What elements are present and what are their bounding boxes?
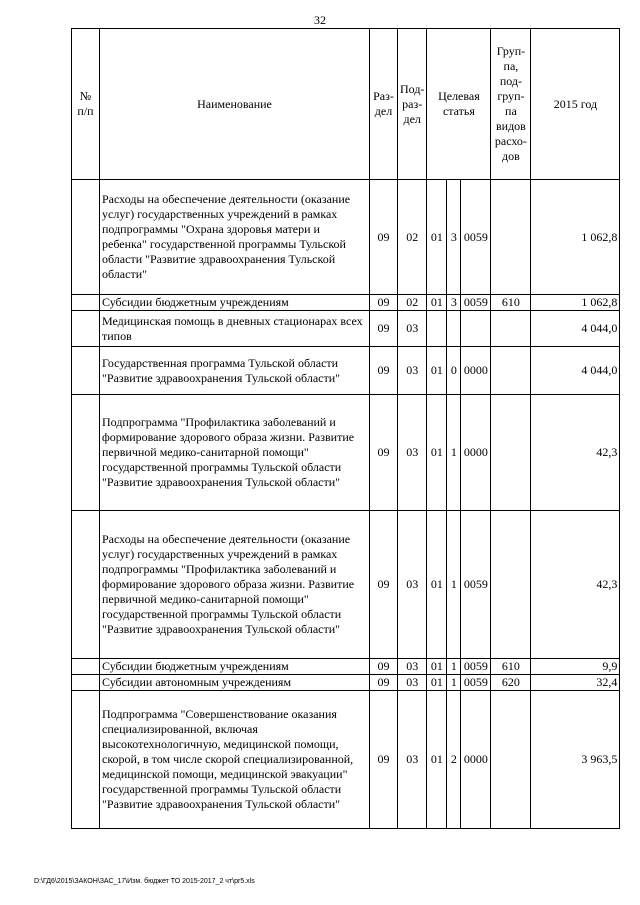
cell-podrazdel: 02 <box>398 295 427 311</box>
cell-cs3: 0000 <box>461 347 491 395</box>
cell-cs2: 1 <box>447 659 461 675</box>
cell-group: 610 <box>491 659 531 675</box>
cell-cs1: 01 <box>427 180 447 295</box>
cell-cs2: 1 <box>447 395 461 511</box>
cell-amount: 9,9 <box>531 659 620 675</box>
cell-cs2: 3 <box>447 295 461 311</box>
table-header-row <box>72 29 620 180</box>
page-number: 32 <box>314 13 326 27</box>
table-row <box>72 180 620 295</box>
cell-amount: 1 062,8 <box>531 295 620 311</box>
cell-num <box>72 395 100 511</box>
cell-amount: 42,3 <box>531 511 620 659</box>
cell-cs3: 0059 <box>461 180 491 295</box>
cell-razdel: 09 <box>370 511 398 659</box>
cell-cs1 <box>427 311 447 347</box>
cell-cs3: 0059 <box>461 295 491 311</box>
cell-cs3: 0059 <box>461 659 491 675</box>
cell-num <box>72 511 100 659</box>
cell-amount: 1 062,8 <box>531 180 620 295</box>
cell-amount: 4 044,0 <box>531 347 620 395</box>
cell-group <box>491 180 531 295</box>
cell-cs1: 01 <box>427 395 447 511</box>
cell-cs1: 01 <box>427 675 447 691</box>
cell-name: Расходы на обеспечение деятельности (оказание услуг) государственных учреждений в рамках подпрограммы "Профилактика заболеваний и формирование здорового образа жизни. Развитие первичной медико-санитарной помощи" государственной программы Тульской области "Развитие здравоохранения Тульской области" <box>100 511 370 659</box>
cell-cs1: 01 <box>427 659 447 675</box>
cell-cs1: 01 <box>427 295 447 311</box>
cell-name: Расходы на обеспечение деятельности (оказание услуг) государственных учреждений в рамках подпрограммы "Охрана здоровья матери и ребенка" государственной программы Тульской области "Развитие здравоохранения Тульской области" <box>100 180 370 295</box>
cell-name: Подпрограмма "Профилактика заболеваний и формирование здорового образа жизни. Развитие первичной медико-санитарной помощи" государственной программы Тульской области "Развитие здравоохранения Тульской области" <box>100 395 370 511</box>
cell-cs1: 01 <box>427 691 447 829</box>
cell-cs2: 1 <box>447 675 461 691</box>
table-row <box>72 691 620 829</box>
cell-razdel: 09 <box>370 180 398 295</box>
cell-podrazdel: 03 <box>398 347 427 395</box>
cell-amount: 4 044,0 <box>531 311 620 347</box>
cell-name: Медицинская помощь в дневных стационарах всех типов <box>100 311 370 347</box>
cell-name: Субсидии автономным учреждениям <box>100 675 370 691</box>
header-num: № п/п <box>72 29 100 180</box>
table-row <box>72 295 620 311</box>
cell-group <box>491 347 531 395</box>
cell-group <box>491 691 531 829</box>
cell-amount: 3 963,5 <box>531 691 620 829</box>
header-expense-group: Груп- па, под- груп- па видов расхо- дов <box>491 29 531 180</box>
cell-num <box>72 659 100 675</box>
cell-cs2: 1 <box>447 511 461 659</box>
cell-group: 610 <box>491 295 531 311</box>
cell-num <box>72 691 100 829</box>
cell-razdel: 09 <box>370 675 398 691</box>
cell-podrazdel: 03 <box>398 675 427 691</box>
table-row <box>72 675 620 691</box>
header-razdel: Раз- дел <box>370 29 398 180</box>
cell-cs3: 0000 <box>461 395 491 511</box>
header-name: Наименование <box>100 29 370 180</box>
cell-razdel: 09 <box>370 347 398 395</box>
table-row <box>72 347 620 395</box>
cell-group <box>491 311 531 347</box>
cell-razdel: 09 <box>370 659 398 675</box>
cell-group <box>491 395 531 511</box>
cell-podrazdel: 02 <box>398 180 427 295</box>
cell-name: Субсидии бюджетным учреждениям <box>100 659 370 675</box>
table-row <box>72 311 620 347</box>
cell-cs3: 0059 <box>461 511 491 659</box>
cell-name: Субсидии бюджетным учреждениям <box>100 295 370 311</box>
cell-name: Государственная программа Тульской области "Развитие здравоохранения Тульской области" <box>100 347 370 395</box>
cell-podrazdel: 03 <box>398 691 427 829</box>
cell-num <box>72 180 100 295</box>
cell-podrazdel: 03 <box>398 395 427 511</box>
cell-cs2: 2 <box>447 691 461 829</box>
cell-razdel: 09 <box>370 295 398 311</box>
cell-cs3: 0059 <box>461 675 491 691</box>
table-row <box>72 395 620 511</box>
cell-cs2 <box>447 311 461 347</box>
cell-podrazdel: 03 <box>398 311 427 347</box>
cell-num <box>72 675 100 691</box>
cell-amount: 32,4 <box>531 675 620 691</box>
cell-cs3: 0000 <box>461 691 491 829</box>
cell-podrazdel: 03 <box>398 659 427 675</box>
cell-razdel: 09 <box>370 395 398 511</box>
cell-cs3 <box>461 311 491 347</box>
cell-razdel: 09 <box>370 311 398 347</box>
header-target-article: Целевая статья <box>427 29 491 180</box>
cell-num <box>72 347 100 395</box>
table-row <box>72 511 620 659</box>
footer-file-path: D:\ГД6\2015\ЗАКОН\ЗАС_17\Изм. бюджет ТО 2015-2017_2 чт\pr5.xls <box>34 878 255 885</box>
cell-group <box>491 511 531 659</box>
cell-cs2: 3 <box>447 180 461 295</box>
cell-cs2: 0 <box>447 347 461 395</box>
cell-name: Подпрограмма "Совершенствование оказания специализированной, включая высокотехнологичную, медицинской помощи, скорой, в том числе скорой специализированной, медицинской помощи, медицинской эвакуации" государственной программы Тульской области "Развитие здравоохранения Тульской области" <box>100 691 370 829</box>
header-podrazdel: Под- раз- дел <box>398 29 427 180</box>
cell-num <box>72 311 100 347</box>
cell-podrazdel: 03 <box>398 511 427 659</box>
header-amount-2015: 2015 год <box>531 29 620 180</box>
cell-amount: 42,3 <box>531 395 620 511</box>
budget-table <box>71 28 620 829</box>
cell-razdel: 09 <box>370 691 398 829</box>
cell-cs1: 01 <box>427 511 447 659</box>
cell-group: 620 <box>491 675 531 691</box>
cell-num <box>72 295 100 311</box>
cell-cs1: 01 <box>427 347 447 395</box>
table-row <box>72 659 620 675</box>
